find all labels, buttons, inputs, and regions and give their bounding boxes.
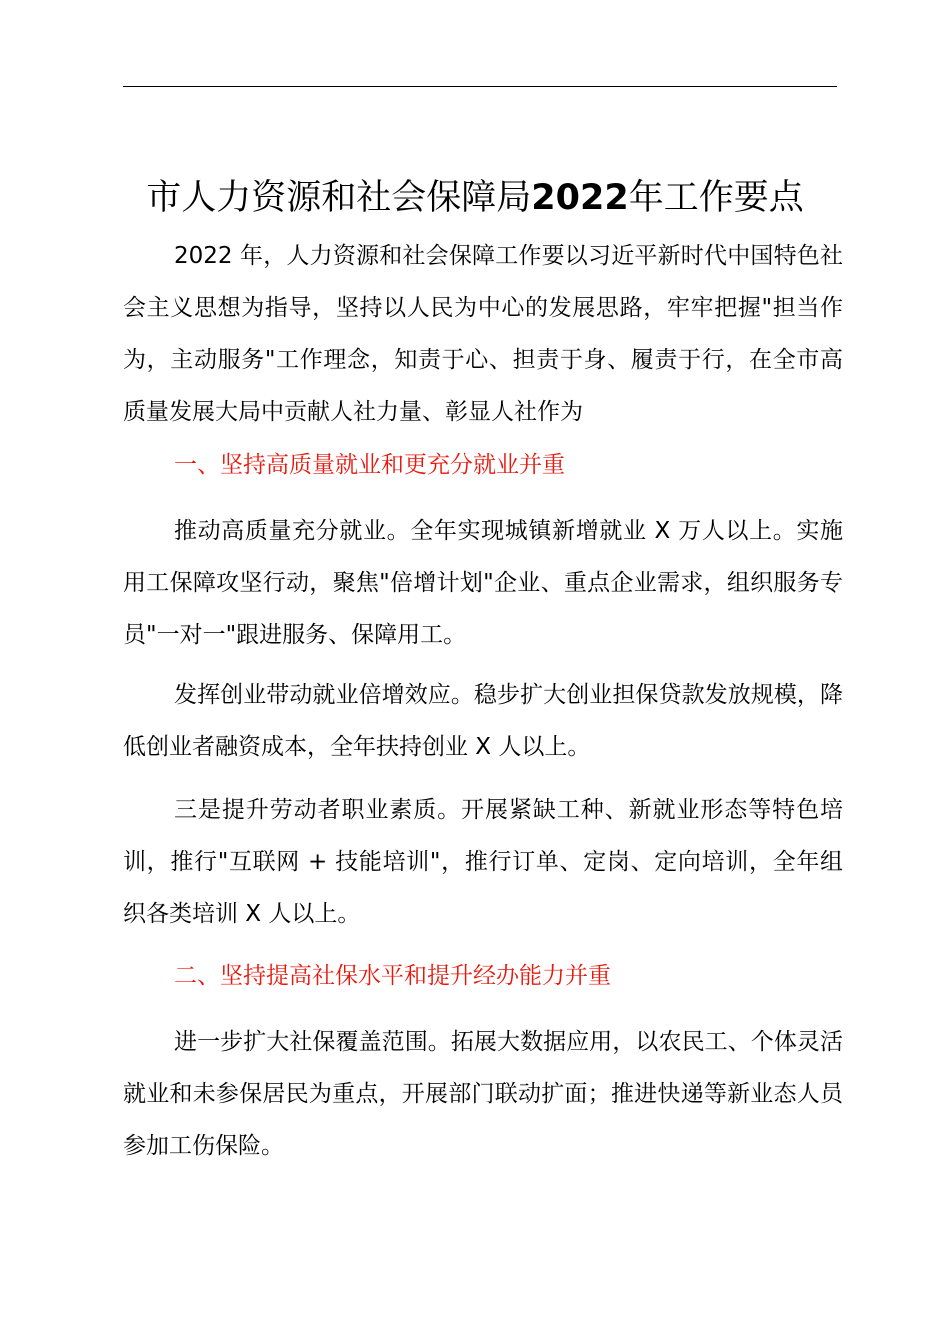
- intro-paragraph: 2022 年，人力资源和社会保障工作要以习近平新时代中国特色社会主义思想为指导，坚持以人民为中心的发展思路，牢牢把握"担当作为，主动服务"工作理念，知责于心、担责于身、履责于行，在全市高质量发展大局中贡献人社力量、彰显人社作为: [123, 243, 843, 425]
- section-1-paragraph-2: 发挥创业带动就业倍增效应。稳步扩大创业担保贷款发放规模，降低创业者融资成本，全年扶持创业 X 人以上。: [123, 682, 843, 760]
- title-prefix: 市人力资源和社会保障局: [146, 178, 532, 219]
- section-heading-1: 一、坚持高质量就业和更充分就业并重: [174, 452, 565, 478]
- section-2-paragraph-1: 进一步扩大社保覆盖范围。拓展大数据应用，以农民工、个体灵活就业和未参保居民为重点，开展部门联动扩面；推进快递等新业态人员参加工伤保险。: [123, 1029, 843, 1159]
- section-1-paragraph-3: 三是提升劳动者职业素质。开展紧缺工种、新就业形态等特色培训，推行"互联网 + 技能培训"，推行订单、定岗、定向培训，全年组织各类培训 X 人以上。: [123, 797, 843, 927]
- title-suffix: 年工作要点: [628, 178, 804, 219]
- document-title: [0, 173, 950, 223]
- title-year: 2022: [531, 178, 629, 219]
- section-1-paragraph-1: 推动高质量充分就业。全年实现城镇新增就业 X 万人以上。实施用工保障攻坚行动，聚焦"倍增计划"企业、重点企业需求，组织服务专员"一对一"跟进服务、保障用工。: [123, 518, 843, 648]
- header-rule: [123, 86, 837, 87]
- section-heading-2: 二、坚持提高社保水平和提升经办能力并重: [174, 963, 611, 989]
